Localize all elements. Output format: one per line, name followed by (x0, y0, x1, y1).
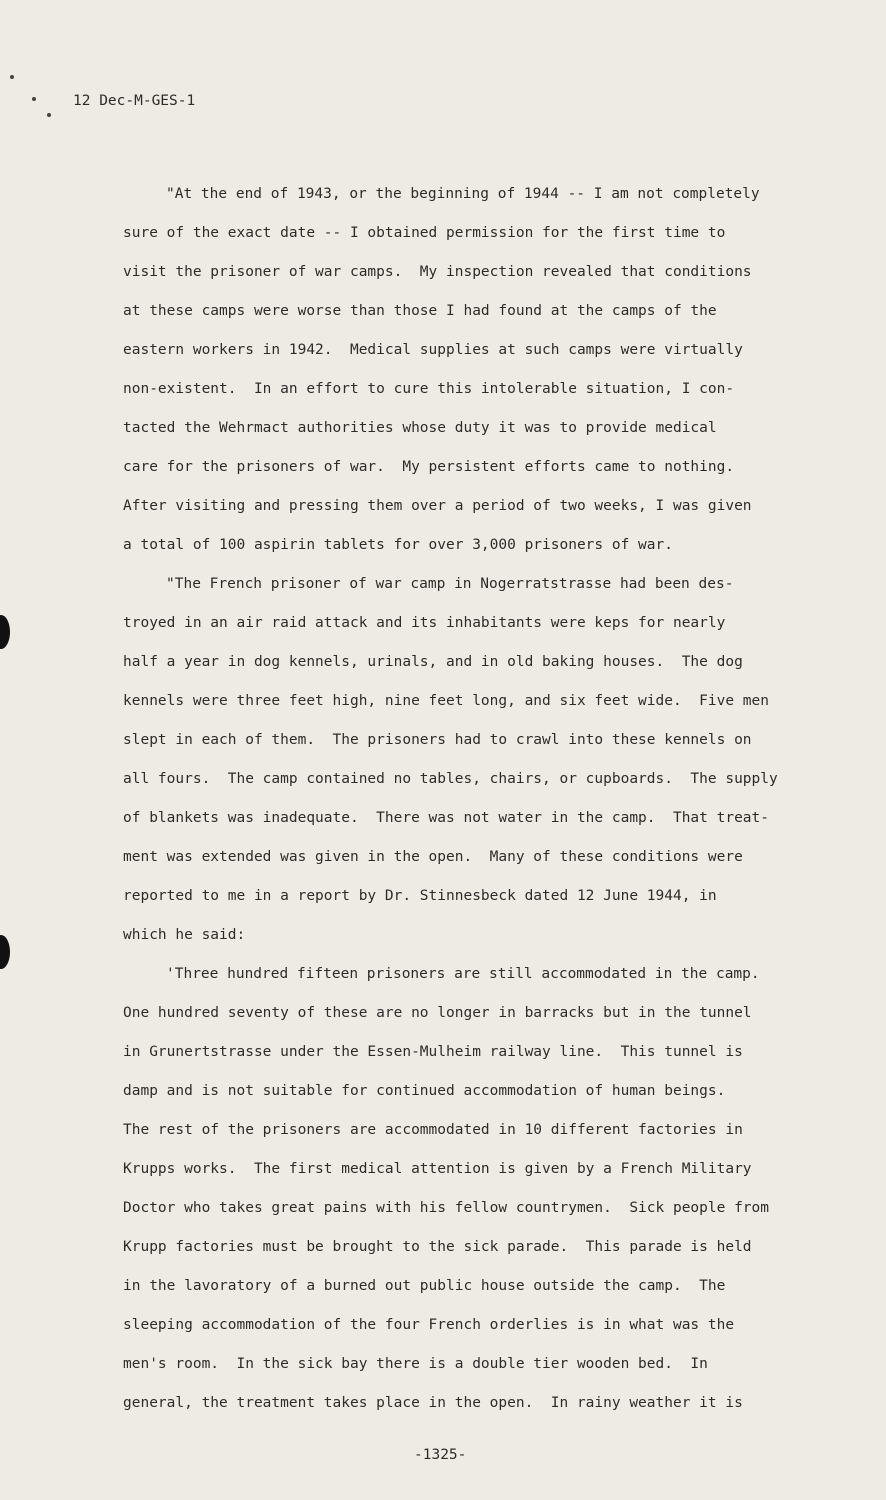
margin-mark (10, 75, 14, 79)
text-line: of blankets was inadequate. There was not water in the camp. That treat- (123, 810, 770, 826)
text-line: general, the treatment takes place in the open. In rainy weather it is (123, 1395, 743, 1411)
text-line: ment was extended was given in the open. Many of these conditions were (123, 849, 743, 865)
text-line: Krupp factories must be brought to the sick parade. This parade is held (123, 1239, 752, 1255)
text-line: reported to me in a report by Dr. Stinnesbeck dated 12 June 1944, in (123, 888, 717, 904)
text-line: troyed in an air raid attack and its inhabitants were keps for nearly (123, 615, 726, 631)
text-line: kennels were three feet high, nine feet long, and six feet wide. Five men (123, 693, 770, 709)
text-line: sure of the exact date -- I obtained permission for the first time to (123, 225, 726, 241)
text-line: in Grunertstrasse under the Essen-Mulheim railway line. This tunnel is (123, 1044, 743, 1060)
text-line: care for the prisoners of war. My persistent efforts came to nothing. (123, 459, 735, 475)
text-line: all fours. The camp contained no tables, chairs, or cupboards. The supply (123, 771, 778, 787)
text-line: Doctor who takes great pains with his fellow countrymen. Sick people from (123, 1200, 770, 1216)
text-line: half a year in dog kennels, urinals, and in old baking houses. The dog (123, 654, 743, 670)
text-line: men's room. In the sick bay there is a double tier wooden bed. In (123, 1356, 708, 1372)
margin-mark (47, 113, 51, 117)
text-line: which he said: (123, 927, 246, 943)
punch-hole (0, 935, 10, 969)
text-line: Krupps works. The first medical attention is given by a French Military (123, 1161, 752, 1177)
text-line: After visiting and pressing them over a period of two weeks, I was given (123, 498, 752, 514)
text-line: sleeping accommodation of the four French orderlies is in what was the (123, 1317, 735, 1333)
text-line: slept in each of them. The prisoners had to crawl into these kennels on (123, 732, 752, 748)
text-line: tacted the Wehrmact authorities whose duty it was to provide medical (123, 420, 717, 436)
text-line: at these camps were worse than those I had found at the camps of the (123, 303, 717, 319)
text-line: non-existent. In an effort to cure this intolerable situation, I con- (123, 381, 735, 397)
text-line: eastern workers in 1942. Medical supplies at such camps were virtually (123, 342, 743, 358)
text-line: damp and is not suitable for continued accommodation of human beings. (123, 1083, 726, 1099)
text-line: visit the prisoner of war camps. My inspection revealed that conditions (123, 264, 752, 280)
text-line: a total of 100 aspirin tablets for over 3,000 prisoners of war. (123, 537, 673, 553)
text-line: 'Three hundred fifteen prisoners are still accommodated in the camp. (166, 966, 760, 982)
punch-hole (0, 615, 10, 649)
margin-mark (32, 97, 36, 101)
text-line: in the lavoratory of a burned out public house outside the camp. The (123, 1278, 726, 1294)
page-number: -1325- (414, 1447, 467, 1463)
document-header: 12 Dec-M-GES-1 (73, 93, 196, 109)
text-line: "At the end of 1943, or the beginning of 1944 -- I am not completely (166, 186, 760, 202)
text-line: One hundred seventy of these are no longer in barracks but in the tunnel (123, 1005, 752, 1021)
text-line: "The French prisoner of war camp in Nogerratstrasse had been des- (166, 576, 734, 592)
text-line: The rest of the prisoners are accommodated in 10 different factories in (123, 1122, 743, 1138)
